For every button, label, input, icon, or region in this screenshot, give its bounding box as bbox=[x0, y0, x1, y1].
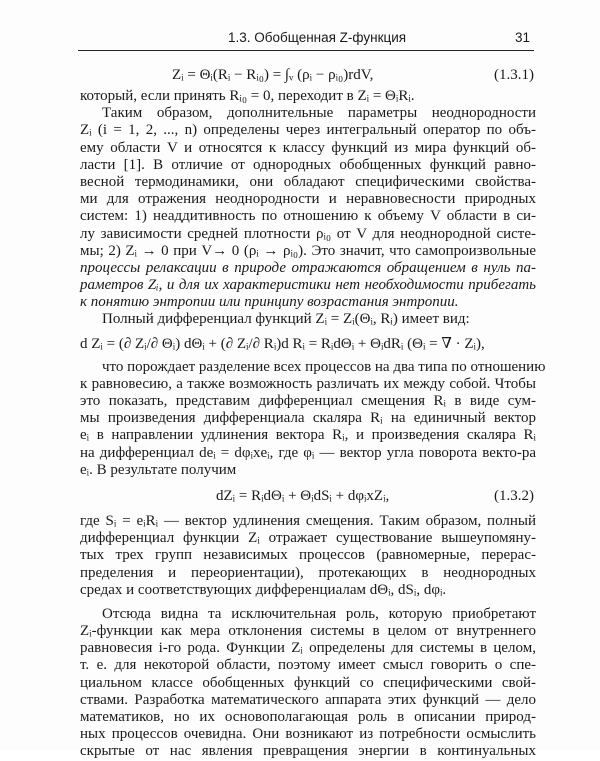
text-line: что порождает разделение всех процессов на два типа по отношению bbox=[102, 358, 546, 375]
text-line: на дифференциал deᵢ = dφᵢxeᵢ, где φᵢ — вектор угла поворота векто-ра bbox=[80, 444, 536, 461]
text-line: к равновесию, а также возможность различать их между собой. Чтобы bbox=[80, 375, 536, 392]
text-line: равновесия i-го рода. Функции Zᵢ определены для системы в целом, bbox=[80, 640, 536, 657]
text-line: Zᵢ (i = 1, 2, ..., n) определены через интегральный оператор по объ- bbox=[80, 122, 536, 139]
text-line: ствами. Разработка математического аппарата этих функций — дело bbox=[80, 691, 536, 708]
text-line: Полный дифференциал функций Zᵢ = Zᵢ(Θᵢ, Rᵢ) имеет вид: bbox=[102, 311, 470, 328]
text-line: мы произведения дифференциала скаляра Rᵢ на единичный вектор bbox=[80, 410, 536, 427]
text-line: eᵢ в направлении удлинения вектора Rᵢ, и произведения скаляра Rᵢ bbox=[80, 427, 536, 444]
text-line: Zᵢ-функции как мера отклонения системы в целом от внутреннего bbox=[80, 623, 536, 640]
text-line: это показать, представим дифференциал смещения Rᵢ в виде сум- bbox=[80, 393, 536, 409]
text-line: лу зависимости средней плотности ρᵢ₀ от V для неоднородной систе- bbox=[80, 225, 536, 242]
text-line: раметров Zᵢ, и для их характеристики нет необходимости прибегать bbox=[80, 277, 536, 294]
text-line: к понятию энтропии или принципу возрастания энтропии. bbox=[80, 294, 459, 311]
equation-1-3-2-body: dZᵢ = RᵢdΘᵢ + ΘᵢdSᵢ + dφᵢxZᵢ, bbox=[216, 487, 390, 504]
text-line: циальном классе обобщенных функций со специфическими свой- bbox=[80, 674, 536, 691]
text-line: дифференциал функции Zᵢ отражает существование вышеупомяну- bbox=[80, 530, 536, 547]
running-head bbox=[78, 30, 534, 51]
equation-1-3-1 bbox=[80, 62, 536, 88]
text-line: мы; 2) Zᵢ → 0 при V→ 0 (ρᵢ → ρᵢ₀). Это значит, что самопроизвольные bbox=[80, 242, 536, 259]
text-line: где Sᵢ = eᵢRᵢ — вектор удлинения смещения. Таким образом, полный bbox=[80, 512, 536, 529]
text-line: Отсюда видна та исключительная роль, которую приобретают bbox=[102, 605, 536, 622]
text-line: ласти [1]. В отличие от однородных обобщенных функций равно- bbox=[80, 156, 536, 173]
text-block bbox=[80, 62, 546, 761]
text-line: eᵢ. В результате получим bbox=[80, 461, 237, 478]
differential-equation: d Zᵢ = (∂ Zᵢ/∂ Θᵢ) dΘᵢ + (∂ Zᵢ/∂ Rᵢ)d Rᵢ = RᵢdΘᵢ + ΘᵢdRᵢ (Θᵢ = ∇ · Zᵢ), bbox=[80, 335, 485, 352]
text-line: Таким образом, дополнительные параметры неоднородности bbox=[102, 105, 536, 122]
text-line: пределения и переориентации), протекающих в неоднородных bbox=[80, 564, 536, 581]
text-line: средах и соответствующих дифференциалам dΘᵢ, dSᵢ, dφᵢ. bbox=[80, 581, 447, 598]
section-title: 1.3. Обобщенная Z-функция bbox=[228, 30, 407, 45]
text-line: математиков, но их основополагающая роль в описании природ- bbox=[80, 709, 536, 725]
equation-1-3-2 bbox=[80, 483, 536, 509]
text-line: тых трех групп независимых процессов (равномерные, перерас- bbox=[80, 547, 536, 564]
text-line: весной термодинамики, они обладают специфическими свойства- bbox=[80, 173, 536, 190]
text-line: ных процессов очевидна. Они возникают из потребности осмыслить bbox=[80, 726, 536, 743]
text-line: который, если принять Rᵢ₀ = 0, переходит в Zᵢ = ΘᵢRᵢ. bbox=[80, 88, 415, 104]
text-line: ми для отражения неоднородности и неравновесности природных bbox=[80, 191, 536, 208]
text-line: процессы релаксации в природе отражаются обращением в нуль па- bbox=[80, 259, 536, 276]
text-line: систем: 1) неаддитивность по отношению к объему V области в си- bbox=[80, 208, 536, 225]
text-line: т. е. для некоторой области, поэтому имеет смысл говорить о спе- bbox=[80, 657, 536, 674]
text-line: скрытые от нас явления превращения энергии в континуальных bbox=[80, 743, 536, 760]
equation-1-3-1-body: Zᵢ = Θᵢ(Rᵢ − Rᵢ₀) = ∫ᵥ (ρᵢ − ρᵢ₀)rdV, bbox=[172, 67, 374, 83]
text-line: ему области V и относятся к классу функций из мира функций об- bbox=[80, 139, 536, 156]
page-number: 31 bbox=[514, 30, 530, 45]
equation-1-3-1-number: (1.3.1) bbox=[494, 67, 534, 83]
equation-1-3-2-number: (1.3.2) bbox=[494, 487, 534, 504]
